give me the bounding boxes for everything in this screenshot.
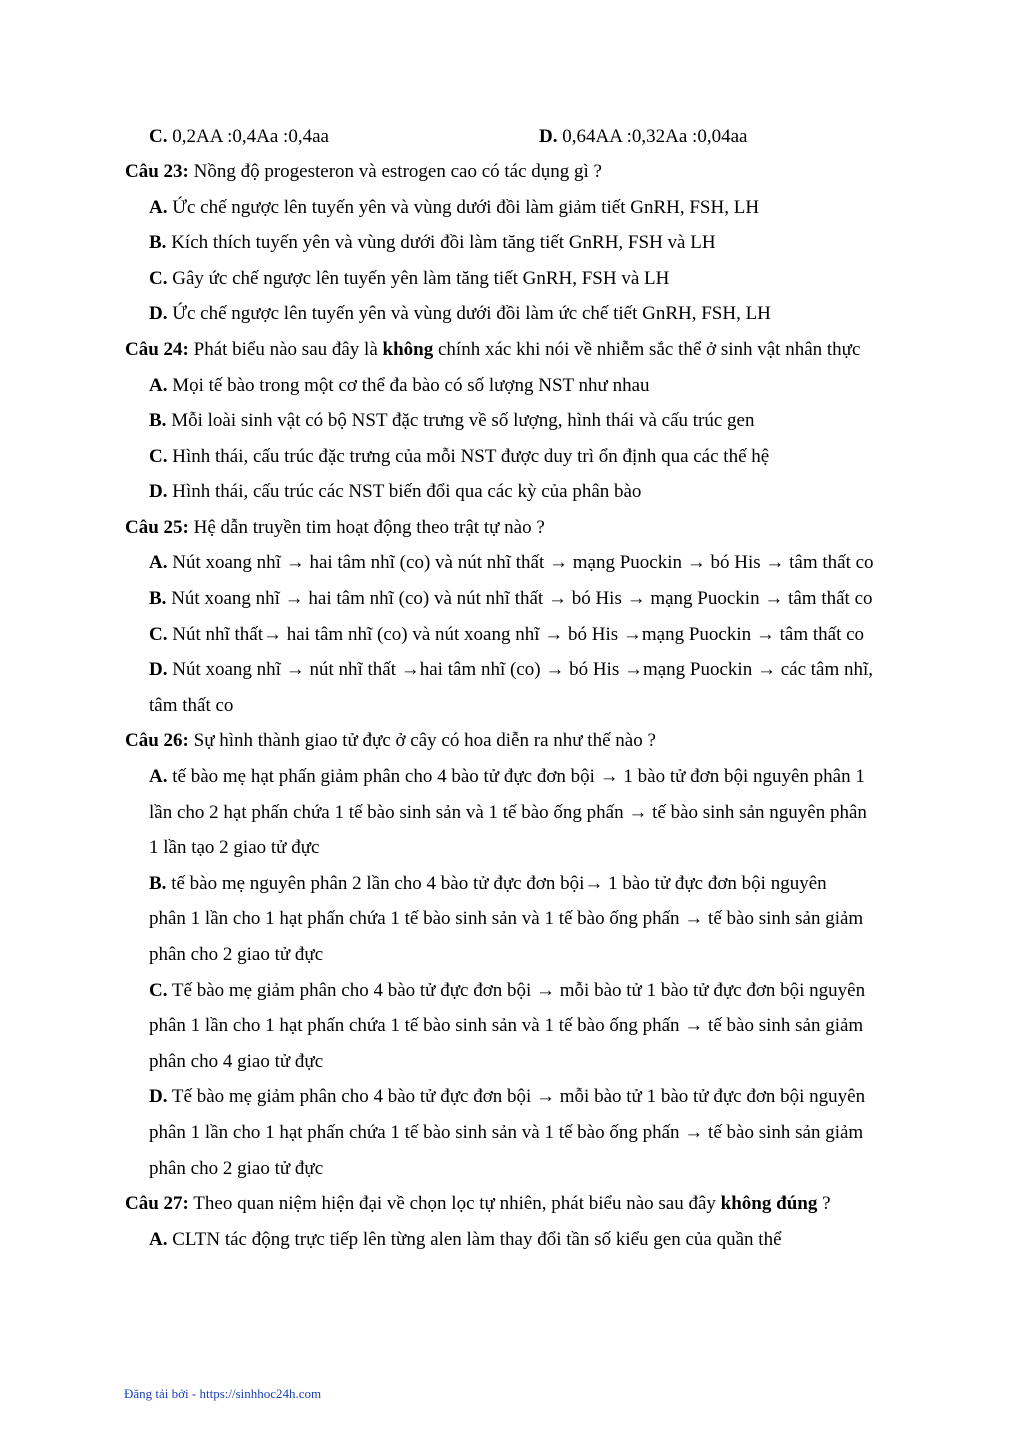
q23-option-c: C. Gây ức chế ngược lên tuyến yên làm tăng tiết GnRH, FSH và LH: [149, 268, 670, 289]
q26-option-b-line2: phân 1 lần cho 1 hạt phấn chứa 1 tế bào sinh sản và 1 tế bào ống phấn → tế bào sinh sản giảm: [149, 908, 864, 929]
q26-option-a-line3: 1 lần tạo 2 giao tử đực: [149, 837, 320, 858]
q25-option-d-cont: tâm thất co: [149, 695, 234, 716]
question-label: Câu 23:: [125, 161, 189, 182]
q23-option-b: B. Kích thích tuyến yên và vùng dưới đồi làm tăng tiết GnRH, FSH và LH: [149, 232, 716, 253]
q25-option-c: C. Nút nhĩ thất→ hai tâm nhĩ (co) và nút xoang nhĩ → bó His →mạng Puockin → tâm thất co: [149, 624, 865, 645]
q24-option-a: A. Mọi tế bào trong một cơ thể đa bào có số lượng NST như nhau: [149, 375, 650, 396]
question-26: Câu 26: Sự hình thành giao tử đực ở cây có hoa diễn ra như thế nào ?: [125, 730, 656, 751]
option-c-prev: C. 0,2AA :0,4Aa :0,4aa: [149, 126, 329, 147]
q26-option-c-line3: phân cho 4 giao tử đực: [149, 1051, 324, 1072]
q24-option-d: D. Hình thái, cấu trúc các NST biến đổi qua các kỳ của phân bào: [149, 481, 642, 502]
question-27: Câu 27: Theo quan niệm hiện đại về chọn lọc tự nhiên, phát biểu nào sau đây không đúng ?: [125, 1193, 831, 1214]
question-label: Câu 26:: [125, 730, 189, 751]
q26-option-a-line2: lần cho 2 hạt phấn chứa 1 tế bào sinh sản và 1 tế bào ống phấn → tế bào sinh sản nguyên phân: [149, 802, 867, 823]
question-label: Câu 25:: [125, 517, 189, 538]
q27-option-a: A. CLTN tác động trực tiếp lên từng alen làm thay đổi tần số kiểu gen của quần thể: [149, 1229, 782, 1250]
option-d-prev: D. 0,64AA :0,32Aa :0,04aa: [539, 126, 748, 147]
question-23: Câu 23: Nồng độ progesteron và estrogen cao có tác dụng gì ?: [125, 161, 602, 182]
q26-option-a: A. tế bào mẹ hạt phấn giảm phân cho 4 bào tử đực đơn bội → 1 bào tử đơn bội nguyên phân 1: [149, 766, 865, 787]
q24-option-c: C. Hình thái, cấu trúc đặc trưng của mỗi NST được duy trì ổn định qua các thế hệ: [149, 446, 770, 467]
q23-option-d: D. Ức chế ngược lên tuyến yên và vùng dưới đồi làm ức chế tiết GnRH, FSH, LH: [149, 303, 771, 324]
q25-option-b: B. Nút xoang nhĩ → hai tâm nhĩ (co) và nút nhĩ thất → bó His → mạng Puockin → tâm thất co: [149, 588, 873, 609]
q23-option-a: A. Ức chế ngược lên tuyến yên và vùng dưới đồi làm giảm tiết GnRH, FSH, LH: [149, 197, 760, 218]
q25-option-d: D. Nút xoang nhĩ → nút nhĩ thất →hai tâm nhĩ (co) → bó His →mạng Puockin → các tâm nhĩ,: [149, 659, 874, 680]
q26-option-b-line3: phân cho 2 giao tử đực: [149, 944, 324, 965]
question-label: Câu 24:: [125, 339, 189, 360]
q26-option-d-line3: phân cho 2 giao tử đực: [149, 1158, 324, 1179]
q26-option-c-line2: phân 1 lần cho 1 hạt phấn chứa 1 tế bào sinh sản và 1 tế bào ống phấn → tế bào sinh sản giảm: [149, 1015, 864, 1036]
q24-option-b: B. Mỗi loài sinh vật có bộ NST đặc trưng về số lượng, hình thái và cấu trúc gen: [149, 410, 755, 431]
footer-source-link[interactable]: Đăng tải bởi - https://sinhhoc24h.com: [124, 1386, 322, 1401]
question-label: Câu 27:: [125, 1193, 189, 1214]
question-24: Câu 24: Phát biểu nào sau đây là không chính xác khi nói về nhiễm sắc thể ở sinh vật nhân thực: [125, 339, 861, 360]
q26-option-c: C. Tế bào mẹ giảm phân cho 4 bào tử đực đơn bội → mỗi bào tử 1 bào tử đực đơn bội nguyên: [149, 980, 866, 1001]
q26-option-d: D. Tế bào mẹ giảm phân cho 4 bào tử đực đơn bội → mỗi bào tử 1 bào tử đực đơn bội nguyên: [149, 1086, 866, 1107]
q25-option-a: A. Nút xoang nhĩ → hai tâm nhĩ (co) và nút nhĩ thất → mạng Puockin → bó His → tâm thất co: [149, 552, 874, 573]
q26-option-d-line2: phân 1 lần cho 1 hạt phấn chứa 1 tế bào sinh sản và 1 tế bào ống phấn → tế bào sinh sản giảm: [149, 1122, 864, 1143]
question-25: Câu 25: Hệ dẫn truyền tim hoạt động theo trật tự nào ?: [125, 517, 545, 538]
q26-option-b: B. tế bào mẹ nguyên phân 2 lần cho 4 bào tử đực đơn bội→ 1 bào tử đực đơn bội nguyên: [149, 873, 827, 894]
